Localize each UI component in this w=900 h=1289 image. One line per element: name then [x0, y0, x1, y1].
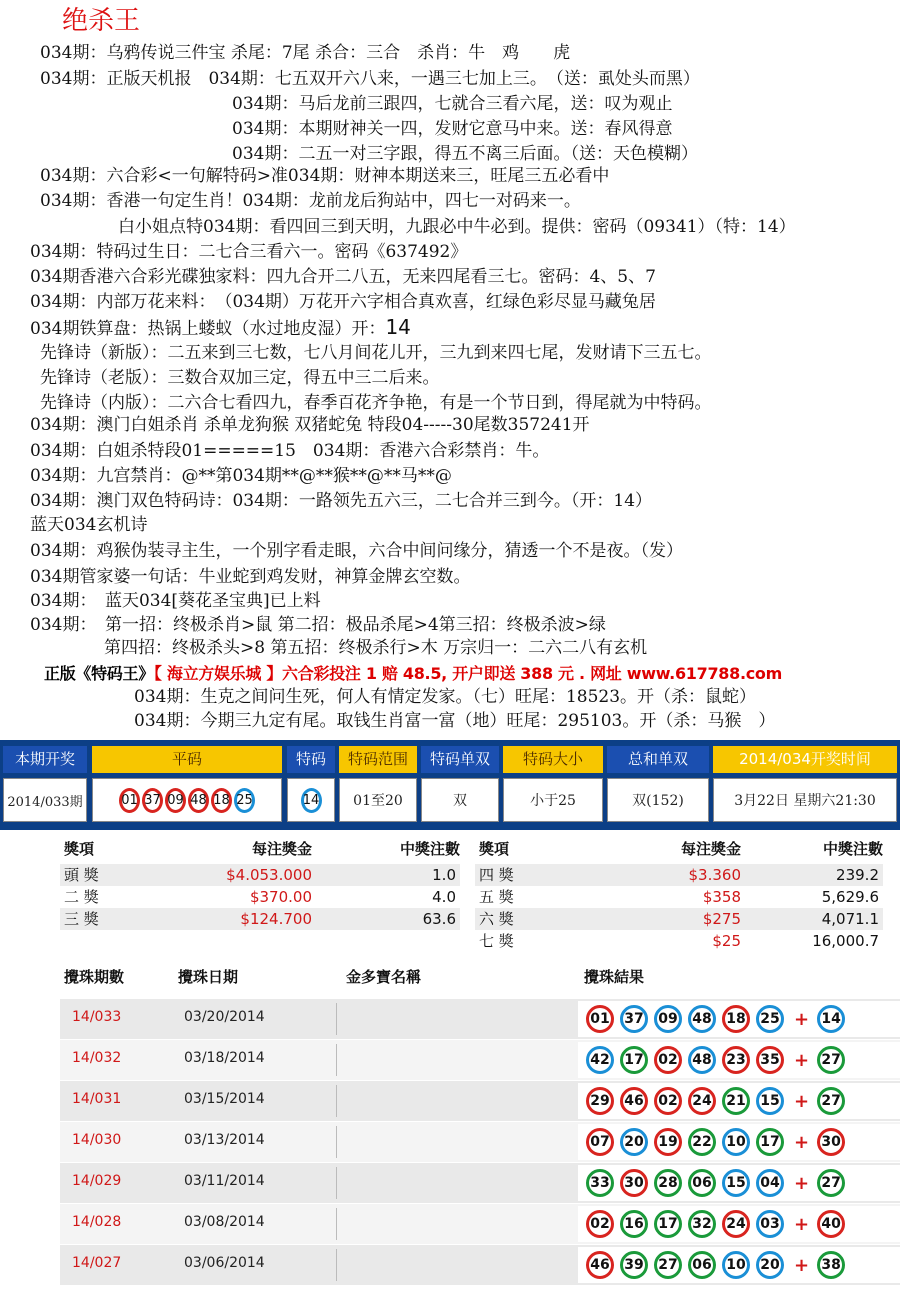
plus-icon: +: [794, 1090, 810, 1112]
prize-cell: 1.0: [432, 866, 456, 884]
history-ball: 30: [620, 1169, 648, 1197]
history-ball: 03: [756, 1210, 784, 1238]
tiesuanpan-number: 14: [385, 315, 411, 339]
history-ball: 17: [620, 1046, 648, 1074]
tip-line: 034期：正版天机报 034期：七五双开六八来，一遇三七加上三。 （送：虱处头而黑）: [40, 69, 700, 89]
hdr-range: 特码范围: [339, 746, 417, 773]
history-special-ball: 30: [817, 1128, 845, 1156]
history-period: 14/030: [72, 1132, 122, 1148]
sum-odd-even: 双(152): [607, 778, 709, 822]
prize-cell: 239.2: [836, 866, 879, 884]
history-row: [60, 1040, 900, 1080]
plus-icon: +: [794, 1131, 810, 1153]
special-odd-even: 双: [421, 778, 499, 822]
history-ball: 48: [688, 1005, 716, 1033]
tip-line: 034期铁算盘：热锅上蝼蚁（水过地皮湿）开：14: [30, 315, 411, 339]
special-ball: [287, 778, 335, 822]
history-ball: 24: [688, 1087, 716, 1115]
history-ball: 15: [722, 1169, 750, 1197]
current-period: 2014/033期: [3, 778, 87, 822]
history-row: [60, 1163, 900, 1203]
tip-line: 先锋诗（老版）：三数合双加三定，得五中三二后来。: [40, 368, 440, 388]
prize-header-cell: 每注獎金: [251, 840, 312, 858]
prize-row: [475, 908, 883, 930]
history-ball: 42: [586, 1046, 614, 1074]
history-date: 03/06/2014: [184, 1255, 265, 1271]
plus-icon: +: [794, 1172, 810, 1194]
prize-cell: 4,071.1: [821, 910, 879, 928]
history-date: 03/13/2014: [184, 1132, 265, 1148]
tip-line: 白小姐点特034期：看四回三到天明，九跟必中牛必到。提供：密码（09341）（特：14）: [118, 217, 796, 237]
tip-line: 034期：特码过生日：二七合三看六一。密码《637492》: [30, 242, 468, 262]
prize-cell: $358: [702, 888, 741, 906]
history-ball: 46: [586, 1251, 614, 1279]
tip-line: 034期：九宫禁肖：@**第034期**@**猴**@**马**@: [30, 466, 452, 486]
history-ball: 48: [688, 1046, 716, 1074]
history-date: 03/20/2014: [184, 1009, 265, 1025]
tip-line: 034期香港六合彩光碟独家料：四九合开二八五，无来四尾看三七。密码：4、5、7: [30, 267, 656, 287]
ball: 25: [234, 788, 255, 813]
history-ball: 20: [620, 1128, 648, 1156]
history-ball: 19: [654, 1128, 682, 1156]
draw-result-table: [0, 740, 900, 830]
ball: 01: [119, 788, 140, 813]
tip-line: 034期：香港一句定生肖！034期：龙前龙后狗站中，四七一对码来一。: [40, 191, 581, 211]
tip-line: 034期：生克之间问生死，何人有情定发家。（七）旺尾：18523。开（杀：鼠蛇）: [134, 687, 757, 707]
history-special-ball: 40: [817, 1210, 845, 1238]
tip-line: 034期：澳门白姐杀肖 杀单龙狗猴 双猪蛇兔 特段04-----30尾数357241开: [30, 415, 590, 435]
next-draw-time: 3月22日 星期六21:30: [713, 778, 897, 822]
ad-banner[interactable]: [44, 661, 782, 684]
prize-cell: 五 獎: [479, 888, 514, 906]
tip-line: 034期管家婆一句话：牛业蛇到鸡发财，神算金牌玄空数。: [30, 567, 471, 587]
history-result: [578, 1206, 900, 1242]
history-ball: 10: [722, 1128, 750, 1156]
hdr-sum: 总和单双: [607, 746, 709, 773]
page-title: 绝杀王: [62, 6, 141, 36]
history-ball: 02: [586, 1210, 614, 1238]
tip-line: 034期：本期财神关一四，发财它意马中来。送：春风得意: [232, 119, 673, 139]
ball: 18: [211, 788, 232, 813]
history-result: [578, 1247, 900, 1283]
history-ball: 04: [756, 1169, 784, 1197]
history-result: [578, 1124, 900, 1160]
tip-line: 034期：白姐杀特段01=====15 034期：香港六合彩禁肖：牛。: [30, 441, 550, 461]
history-row: [60, 1122, 900, 1162]
history-ball: 37: [620, 1005, 648, 1033]
history-date: 03/08/2014: [184, 1214, 265, 1230]
prize-cell: 4.0: [432, 888, 456, 906]
plus-icon: +: [794, 1008, 810, 1030]
prize-header-cell: 獎項: [64, 840, 95, 858]
tip-line: 034期：鸡猴伪装寻主生，一个别字看走眼，六合中间问缘分，猜透一个不是夜。（发）: [30, 541, 683, 561]
prize-table-left: [60, 838, 460, 938]
history-row: [60, 999, 900, 1039]
ad-prefix: 正版《特码王》: [44, 664, 154, 683]
history-ball: 23: [722, 1046, 750, 1074]
plus-icon: +: [794, 1213, 810, 1235]
history-period: 14/029: [72, 1173, 122, 1189]
ball: 14: [301, 788, 322, 813]
prize-row: [475, 864, 883, 886]
history-row: [60, 1245, 900, 1285]
prize-cell: 63.6: [422, 910, 456, 928]
prize-cell: $124.700: [240, 910, 312, 928]
prize-cell: $25: [712, 932, 741, 950]
history-ball: 32: [688, 1210, 716, 1238]
prize-cell: $275: [702, 910, 741, 928]
prize-header-cell: 中獎注數: [822, 840, 883, 858]
ball: 48: [188, 788, 209, 813]
hdr-size: 特码大小: [503, 746, 603, 773]
history-row: [60, 1204, 900, 1244]
hist-hdr-name: 金多寶名稱: [346, 968, 422, 986]
history-special-ball: 27: [817, 1169, 845, 1197]
prize-cell: 七 獎: [479, 932, 514, 950]
history-special-ball: 14: [817, 1005, 845, 1033]
history-row: [60, 1081, 900, 1121]
prize-row: [475, 930, 883, 952]
hdr-current: 本期开奖: [3, 746, 87, 773]
history-result: [578, 1083, 900, 1119]
prize-header-cell: 獎項: [479, 840, 510, 858]
history-result: [578, 1001, 900, 1037]
prize-row: [60, 864, 460, 886]
tip-line: 034期：澳门双色特码诗：034期：一路领先五六三，二七合并三到今。（开：14）: [30, 491, 653, 511]
history-special-ball: 27: [817, 1046, 845, 1074]
prize-cell: 二 獎: [64, 888, 99, 906]
prize-table-right: [475, 838, 895, 958]
tip-line: 034期：二五一对三字跟，得五不离三后面。（送：天色模糊）: [232, 144, 698, 164]
regular-balls: [92, 778, 282, 822]
prize-cell: 三 獎: [64, 910, 99, 928]
history-ball: 10: [722, 1251, 750, 1279]
history-ball: 27: [654, 1251, 682, 1279]
tip-line: 034期：马后龙前三跟四，七就合三看六尾，送：叹为观止: [232, 94, 673, 114]
prize-header: [475, 838, 883, 860]
prize-header: [60, 838, 460, 860]
hdr-oddeven: 特码单双: [421, 746, 499, 773]
history-ball: 24: [722, 1210, 750, 1238]
prize-row: [60, 908, 460, 930]
prize-row: [60, 886, 460, 908]
history-ball: 18: [722, 1005, 750, 1033]
history-ball: 06: [688, 1251, 716, 1279]
tip-line: 蓝天034玄机诗: [30, 515, 148, 535]
prize-cell: $4.053.000: [226, 866, 312, 884]
prize-cell: 5,629.6: [821, 888, 879, 906]
history-ball: 09: [654, 1005, 682, 1033]
special-size: 小于25: [503, 778, 603, 822]
history-ball: 15: [756, 1087, 784, 1115]
plus-icon: +: [794, 1049, 810, 1071]
prize-cell: 六 獎: [479, 910, 514, 928]
prize-header-cell: 中獎注數: [399, 840, 460, 858]
hist-hdr-date: 攪珠日期: [178, 968, 239, 986]
tip-line: 034期：乌鸦传说三件宝 杀尾：7尾 杀合：三合 杀肖：牛 鸡 虎: [40, 43, 571, 63]
tip-line: 034期：今期三九定有尾。取钱生肖富一富（地）旺尾：295103。开（杀：马猴 ）: [134, 711, 776, 731]
history-ball: 16: [620, 1210, 648, 1238]
history-date: 03/15/2014: [184, 1091, 265, 1107]
history-ball: 20: [756, 1251, 784, 1279]
history-ball: 22: [688, 1128, 716, 1156]
plus-icon: +: [794, 1254, 810, 1276]
hist-hdr-result: 攪珠結果: [584, 968, 645, 986]
history-special-ball: 27: [817, 1087, 845, 1115]
history-result: [578, 1042, 900, 1078]
tip-line: 034期：内部万花来料： （034期）万花开六字相合真欢喜，红绿色彩尽显马藏兔居: [30, 292, 656, 312]
history-ball: 46: [620, 1087, 648, 1115]
prize-cell: 頭 獎: [64, 866, 99, 884]
special-range: 01至20: [339, 778, 417, 822]
history-ball: 07: [586, 1128, 614, 1156]
hdr-special: 特码: [287, 746, 335, 773]
tip-line: 034期： 第一招：终极杀肖>鼠 第二招：极品杀尾>4第三招：终极杀波>绿: [30, 615, 606, 635]
prize-cell: $370.00: [249, 888, 312, 906]
prize-cell: $3.360: [688, 866, 741, 884]
hist-hdr-period: 攪珠期數: [64, 968, 125, 986]
history-ball: 06: [688, 1169, 716, 1197]
tip-line: 先锋诗（新版）：二五来到三七数，七八月间花儿开，三九到来四七尾，发财请下三五七。: [40, 343, 712, 363]
history-ball: 01: [586, 1005, 614, 1033]
history-period: 14/027: [72, 1255, 122, 1271]
history-ball: 29: [586, 1087, 614, 1115]
history-ball: 25: [756, 1005, 784, 1033]
history-ball: 33: [586, 1169, 614, 1197]
history-ball: 17: [756, 1128, 784, 1156]
tip-line: 第四招：终极杀头>8 第五招：终极杀行>木 万宗归一：二六二八有玄机: [104, 638, 648, 658]
prize-cell: 16,000.7: [812, 932, 879, 950]
history-ball: 28: [654, 1169, 682, 1197]
ball: 09: [165, 788, 186, 813]
history-ball: 21: [722, 1087, 750, 1115]
tip-line: 034期： 蓝天034[葵花圣宝典]已上料: [30, 591, 321, 611]
history-ball: 02: [654, 1087, 682, 1115]
history-ball: 35: [756, 1046, 784, 1074]
prize-cell: 四 獎: [479, 866, 514, 884]
history-ball: 39: [620, 1251, 648, 1279]
history-date: 03/18/2014: [184, 1050, 265, 1066]
history-period: 14/028: [72, 1214, 122, 1230]
tip-line: 034期：六合彩<一句解特码>准034期：财神本期送来三，旺尾三五必看中: [40, 166, 610, 186]
history-period: 14/032: [72, 1050, 122, 1066]
tip-line: 先锋诗（内版）：二六合七看四九，春季百花齐争艳，有是一个节日到，得尾就为中特码。: [40, 393, 712, 413]
history-date: 03/11/2014: [184, 1173, 265, 1189]
prize-header-cell: 每注獎金: [680, 840, 741, 858]
history-ball: 17: [654, 1210, 682, 1238]
history-special-ball: 38: [817, 1251, 845, 1279]
history-period: 14/031: [72, 1091, 122, 1107]
history-period: 14/033: [72, 1009, 122, 1025]
hdr-next-time: 2014/034开奖时间: [713, 746, 897, 773]
ad-text: 【 海立方娱乐城 】六合彩投注 1 赔 48.5, 开户即送 388 元 . 网址 www.617788.com: [153, 664, 782, 683]
ball: 37: [142, 788, 163, 813]
history-ball: 02: [654, 1046, 682, 1074]
prize-row: [475, 886, 883, 908]
history-result: [578, 1165, 900, 1201]
hdr-regular: 平码: [92, 746, 282, 773]
